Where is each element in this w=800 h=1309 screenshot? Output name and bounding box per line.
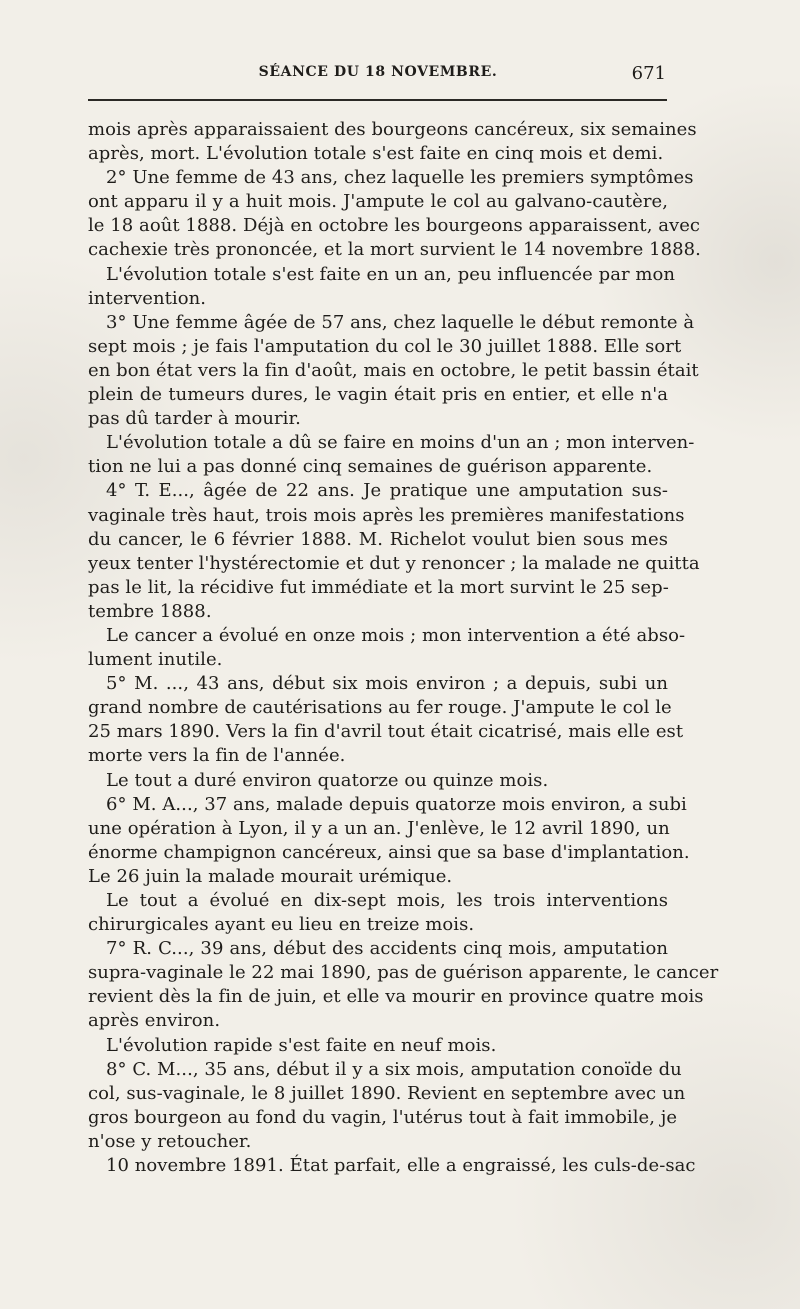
text-line: cachexie très prononcée, et la mort survient le 14 novembre 1888.: [88, 239, 701, 261]
text-line: après, mort. L'évolution totale s'est faite en cinq mois et demi.: [88, 143, 664, 165]
text-line: 7° R. C..., 39 ans, début des accidents cinq mois, amputation: [106, 938, 668, 960]
header-rule: [88, 99, 667, 101]
page-number: 671: [631, 63, 666, 84]
text-line: L'évolution totale a dû se faire en moins d'un an ; mon interven-: [106, 432, 695, 454]
text-line: chirurgicales ayant eu lieu en treize mois.: [88, 914, 475, 936]
text-line: grand nombre de cautérisations au fer rouge. J'ampute le col le: [88, 697, 672, 719]
text-line: n'ose y retoucher.: [88, 1130, 252, 1152]
text-line: Le cancer a évolué en onze mois ; mon intervention a été abso-: [106, 624, 686, 646]
text-line: L'évolution totale s'est faite en un an, peu influencée par mon: [106, 263, 676, 285]
text-line: gros bourgeon au fond du vagin, l'utérus tout à fait immobile, je: [88, 1106, 678, 1128]
text-line: sept mois ; je fais l'amputation du col le 30 juillet 1888. Elle sort: [88, 335, 682, 357]
text-line: 4° T. E..., âgée de 22 ans. Je pratique une amputation sus-: [106, 480, 668, 502]
running-head: SÉANCE DU 18 NOVEMBRE.: [258, 64, 498, 80]
text-line: 3° Une femme âgée de 57 ans, chez laquelle le début remonte à: [106, 311, 695, 333]
text-line: après environ.: [88, 1010, 221, 1032]
text-line: mois après apparaissaient des bourgeons cancéreux, six semaines: [88, 119, 697, 140]
text-line: tembre 1888.: [88, 600, 212, 622]
text-line: 25 mars 1890. Vers la fin d'avril tout était cicatrisé, mais elle est: [88, 721, 684, 743]
text-line: revient dès la fin de juin, et elle va mourir en province quatre mois: [88, 986, 704, 1008]
text-line: une opération à Lyon, il y a un an. J'enlève, le 12 avril 1890, un: [88, 817, 670, 839]
text-line: 2° Une femme de 43 ans, chez laquelle les premiers symptômes: [106, 167, 694, 189]
body-text: [88, 118, 719, 1178]
page-header: [88, 64, 668, 92]
text-line: ont apparu il y a huit mois. J'ampute le col au galvano-cautère,: [88, 191, 668, 213]
text-line: tion ne lui a pas donné cinq semaines de guérison apparente.: [88, 456, 653, 478]
text-line: col, sus-vaginale, le 8 juillet 1890. Revient en septembre avec un: [88, 1082, 686, 1104]
text-line: morte vers la fin de l'année.: [88, 745, 346, 767]
text-line: énorme champignon cancéreux, ainsi que sa base d'implantation.: [88, 841, 690, 863]
text-line: 10 novembre 1891. État parfait, elle a engraissé, les culs-de-sac: [106, 1155, 696, 1177]
text-line: yeux tenter l'hystérectomie et dut y renoncer ; la malade ne quitta: [88, 552, 700, 574]
text-line: 5° M. ..., 43 ans, début six mois environ ; a depuis, subi un: [106, 673, 668, 695]
text-line: Le 26 juin la malade mourait urémique.: [88, 865, 453, 887]
text-line: du cancer, le 6 février 1888. M. Richelot voulut bien sous mes: [88, 528, 668, 550]
text-line: pas le lit, la récidive fut immédiate et la mort survint le 25 sep-: [88, 576, 669, 598]
text-line: vaginale très haut, trois mois après les premières manifestations: [88, 504, 685, 526]
text-line: supra-vaginale le 22 mai 1890, pas de guérison apparente, le cancer: [88, 962, 719, 984]
text-line: Le tout a duré environ quatorze ou quinze mois.: [106, 769, 549, 791]
text-line: intervention.: [88, 287, 207, 309]
text-line: 6° M. A..., 37 ans, malade depuis quatorze mois environ, a subi: [106, 793, 687, 815]
text-line: en bon état vers la fin d'août, mais en octobre, le petit bassin était: [88, 359, 699, 381]
text-line: plein de tumeurs dures, le vagin était pris en entier, et elle n'a: [88, 384, 668, 406]
text-line: le 18 août 1888. Déjà en octobre les bourgeons apparaissent, avec: [88, 215, 701, 237]
text-line: L'évolution rapide s'est faite en neuf mois.: [106, 1034, 497, 1056]
text-line: lument inutile.: [88, 649, 223, 671]
text-line: Le tout a évolué en dix-sept mois, les trois interventions: [106, 890, 668, 911]
text-line: 8° C. M..., 35 ans, début il y a six mois, amputation conoïde du: [106, 1058, 682, 1080]
text-line: pas dû tarder à mourir.: [88, 408, 301, 430]
